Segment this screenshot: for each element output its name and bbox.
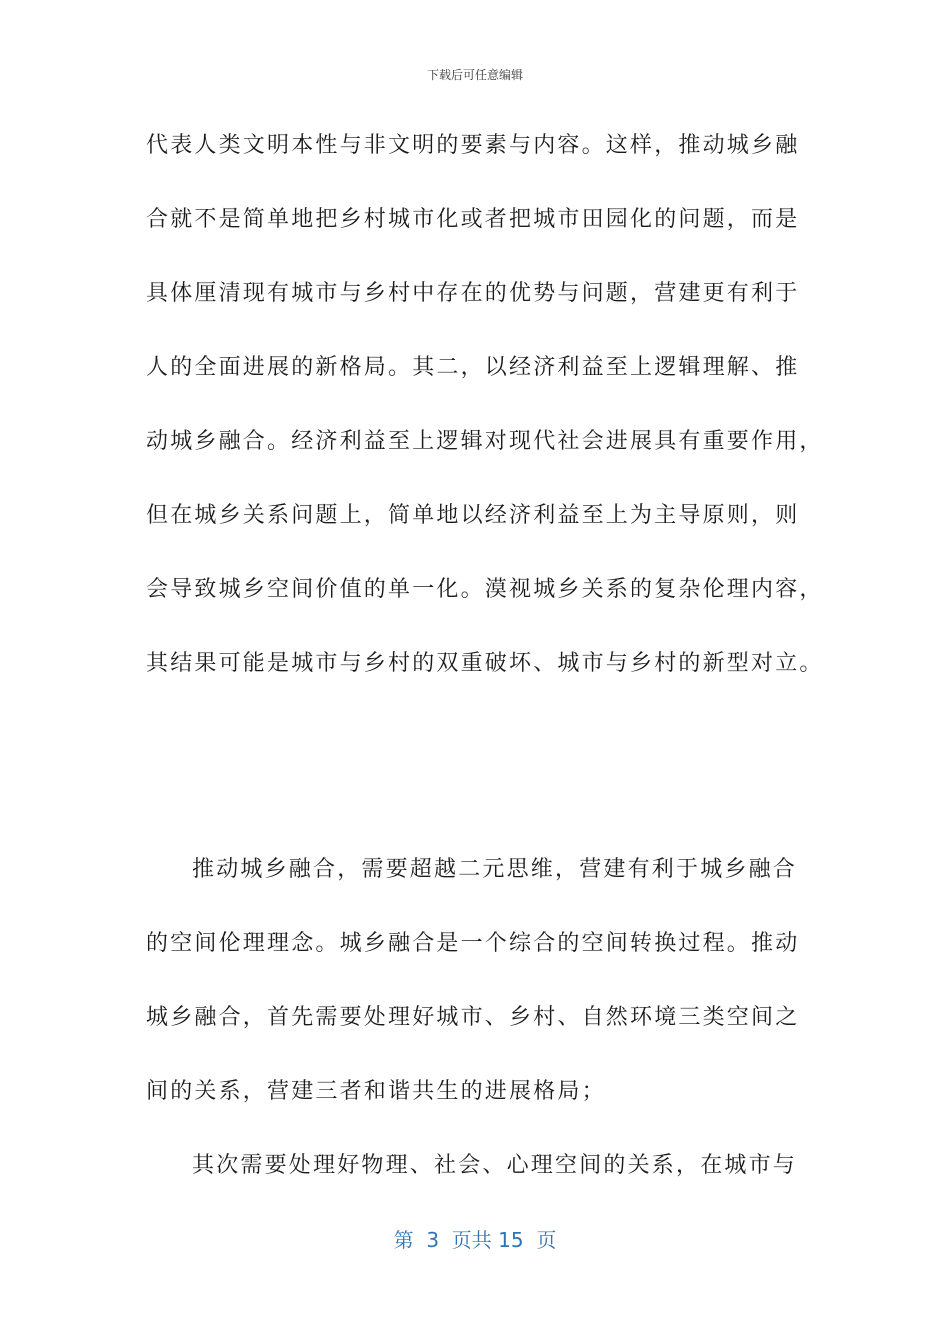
page-header: 下载后可任意编辑 — [426, 68, 523, 82]
text-line: 的空间伦理理念。城乡融合是一个综合的空间转换过程。推动 — [146, 931, 800, 956]
paragraph-1 — [146, 128, 824, 720]
text-line: 其结果可能是城市与乡村的双重破坏、城市与乡村的新型对立。 — [146, 651, 824, 676]
text-line: 但在城乡关系问题上，简单地以经济利益至上为主导原则，则 — [146, 503, 800, 528]
paragraph-2 — [146, 852, 806, 1148]
paragraph-gap — [146, 720, 806, 852]
text-line: 其次需要处理好物理、社会、心理空间的关系，在城市与 — [192, 1153, 798, 1178]
text-line: 推动城乡融合，需要超越二元思维，营建有利于城乡融合 — [192, 857, 798, 882]
text-line: 城乡融合，首先需要处理好城市、乡村、自然环境三类空间之 — [146, 1005, 800, 1030]
text-line: 代表人类文明本性与非文明的要素与内容。这样，推动城乡融 — [146, 133, 800, 158]
text-line: 间的关系，营建三者和谐共生的进展格局； — [146, 1079, 606, 1104]
document-body — [146, 128, 824, 1222]
text-line: 人的全面进展的新格局。其二，以经济利益至上逻辑理解、推 — [146, 355, 800, 380]
text-line: 合就不是简单地把乡村城市化或者把城市田园化的问题，而是 — [146, 207, 800, 232]
text-line: 动城乡融合。经济利益至上逻辑对现代社会进展具有重要作用， — [146, 429, 824, 454]
text-line: 会导致城乡空间价值的单一化。漠视城乡关系的复杂伦理内容， — [146, 577, 824, 602]
paragraph-3 — [146, 1148, 806, 1222]
text-line: 具体厘清现有城市与乡村中存在的优势与问题，营建更有利于 — [146, 281, 800, 306]
page-number-footer: 第 3 页共 15 页 — [393, 1228, 557, 1252]
